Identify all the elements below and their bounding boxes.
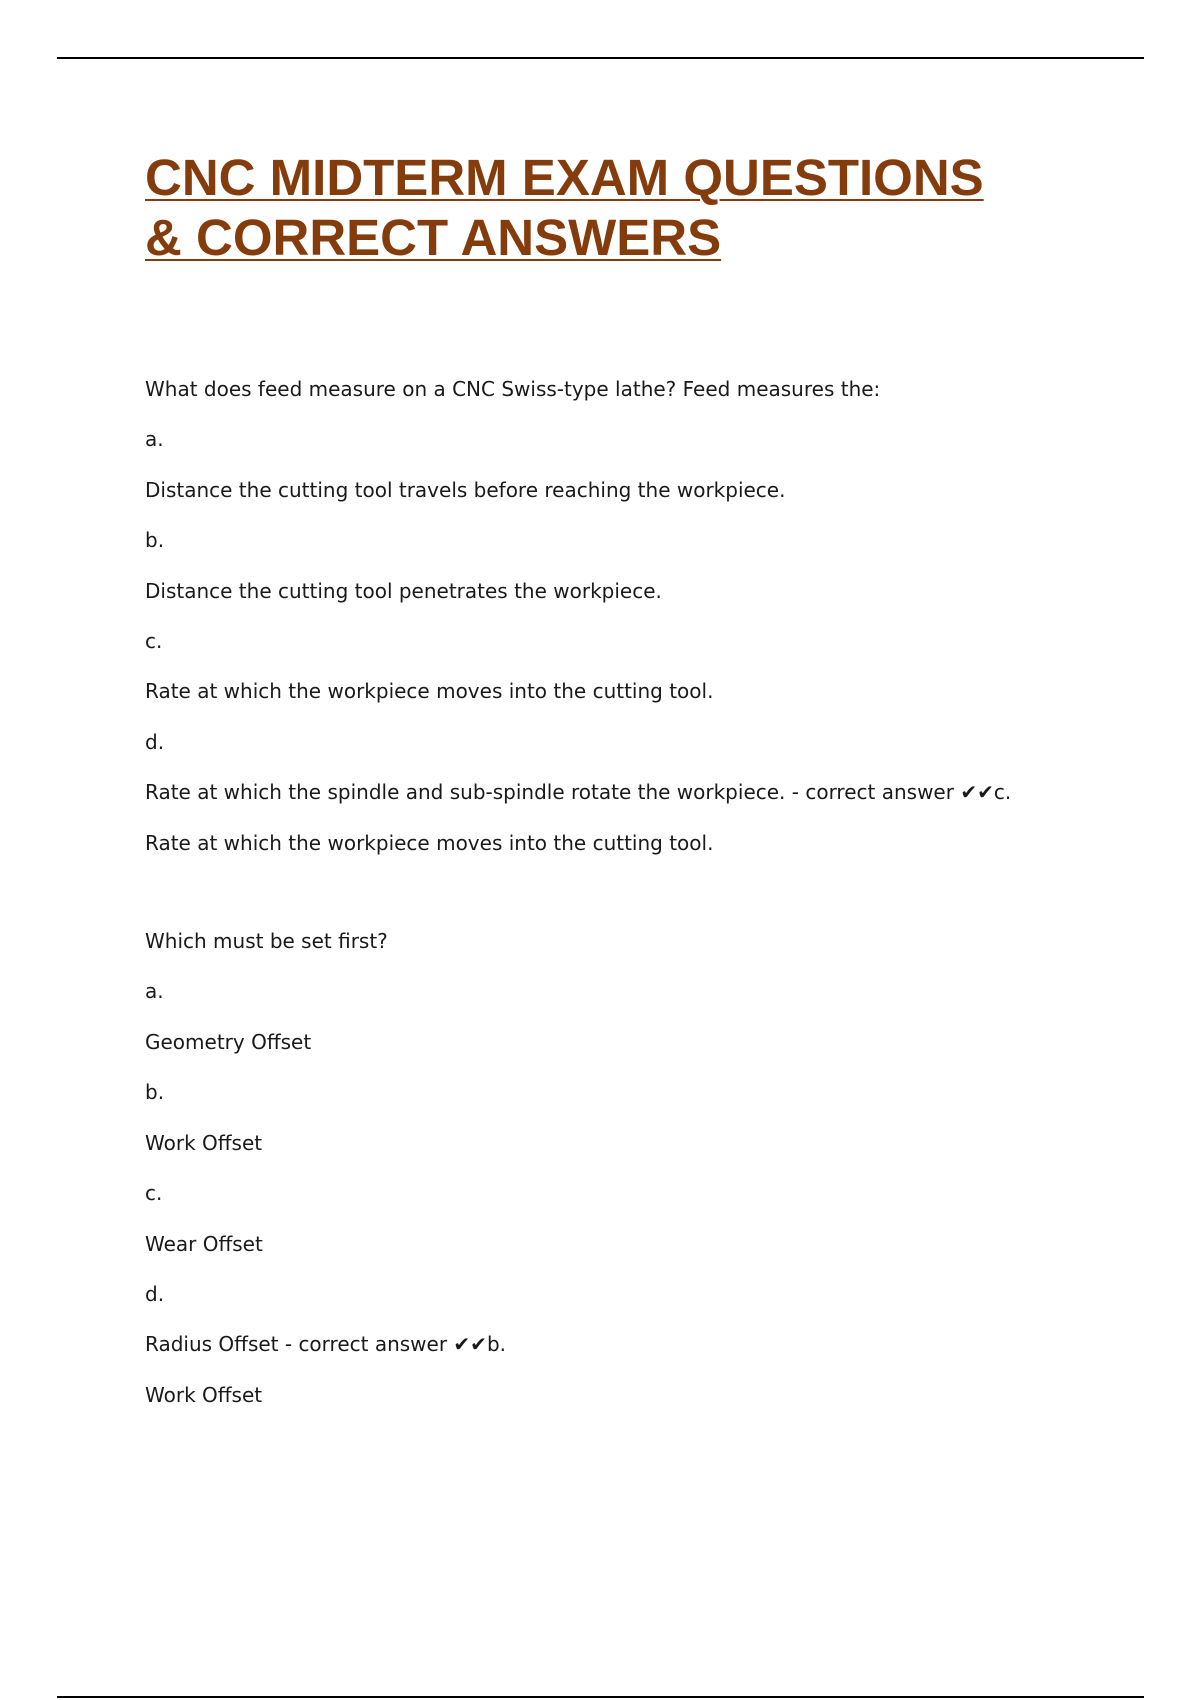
option-text: Work Offset [145, 1130, 263, 1155]
document-body [145, 148, 1095, 1420]
option-text: Distance the cutting tool travels before reaching the workpiece. [145, 477, 786, 502]
option-text: Rate at which the workpiece moves into the cutting tool. [145, 679, 714, 704]
option-letter: a. [145, 427, 164, 452]
question-block-2 [145, 916, 1095, 1420]
option-letter: b. [145, 528, 165, 553]
bottom-rule [57, 1696, 1144, 1698]
title-line-2: & CORRECT ANSWERS [145, 209, 722, 266]
answer-text: Rate at which the workpiece moves into the cutting tool. [145, 830, 714, 855]
question-text: What does feed measure on a CNC Swiss-type lathe? Feed measures the: [145, 377, 881, 401]
double-check-icon: ✔✔ [453, 1332, 487, 1357]
top-rule [57, 57, 1144, 59]
document-title [145, 148, 1095, 268]
option-text: Distance the cutting tool penetrates the workpiece. [145, 578, 662, 603]
option-text-with-answer [145, 767, 1095, 817]
option-text: Wear Offset [145, 1231, 263, 1256]
option-text: Geometry Offset [145, 1029, 312, 1054]
option-letter: b. [145, 1080, 165, 1105]
option-letter: d. [145, 1281, 165, 1306]
option-text: Radius Offset - correct answer [145, 1332, 454, 1357]
option-letter: c. [145, 1181, 163, 1206]
question-block-1 [145, 364, 1095, 868]
option-letter: c. [145, 629, 163, 654]
option-letter: a. [145, 979, 164, 1004]
answer-letter: c. [993, 780, 1012, 805]
option-letter: d. [145, 729, 165, 754]
answer-letter: b. [486, 1332, 506, 1357]
double-check-icon: ✔✔ [960, 780, 994, 805]
option-text: Rate at which the spindle and sub-spindle rotate the workpiece. - correct answer [145, 780, 961, 805]
title-line-1: CNC MIDTERM EXAM QUESTIONS [145, 149, 984, 206]
option-text-with-answer [145, 1319, 1095, 1369]
question-text: Which must be set first? [145, 929, 388, 954]
answer-text: Work Offset [145, 1382, 263, 1407]
